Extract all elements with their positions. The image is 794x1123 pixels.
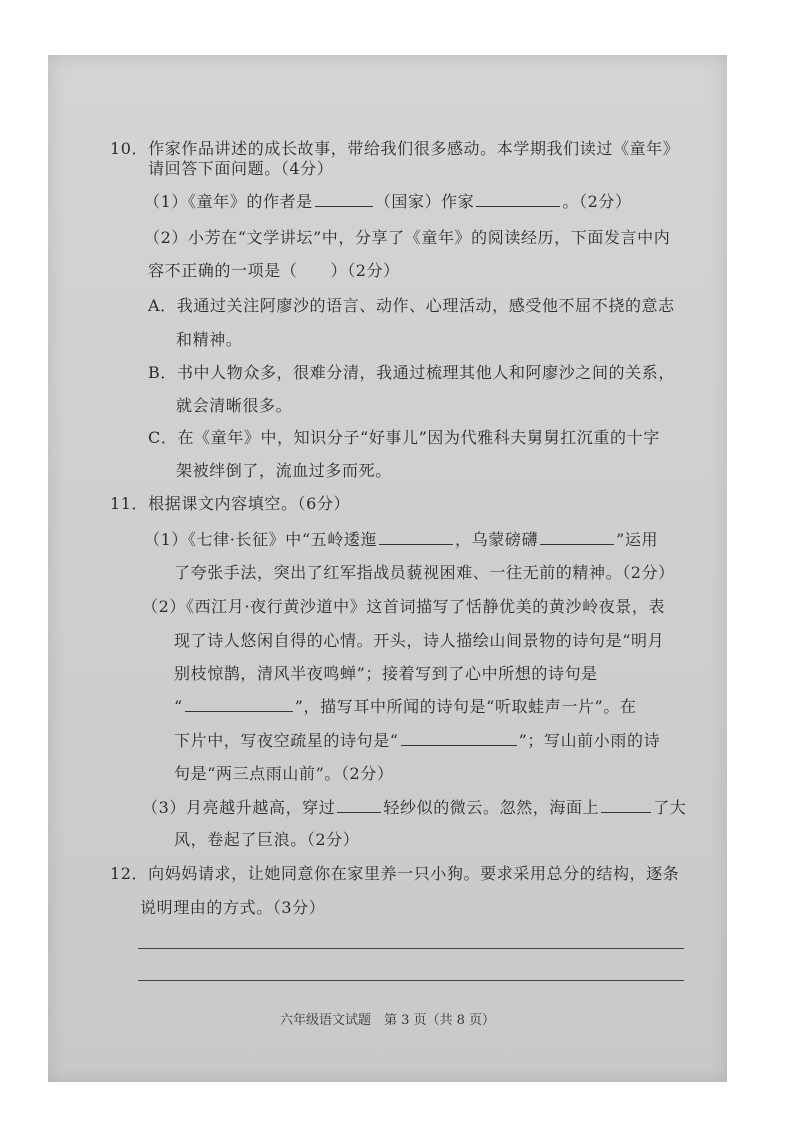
- q10-option-a-line1: A．我通过关注阿廖沙的语言、动作、心理活动，感受他不屈不挠的意志: [148, 296, 675, 315]
- q11-blank-xijiangyue-1[interactable]: [185, 696, 293, 712]
- q10-option-a-line2: 和精神。: [176, 330, 243, 349]
- q10-part2-line2: 容不正确的一项是（ ）（2分）: [148, 261, 400, 280]
- q11-blank-xijiangyue-2[interactable]: [401, 730, 517, 746]
- q11-part1-line1: （1）《七律·长征》中“五岭逶迤 ，乌蒙磅礴 ”运用: [144, 530, 659, 549]
- q10-blank-author-name[interactable]: [476, 191, 560, 207]
- page-footer: 六年级语文试题 第 3 页（共 8 页）: [279, 1013, 496, 1028]
- q11-blank-moon-2[interactable]: [601, 797, 651, 813]
- q10-part2-line1: （2）小芳在“文学讲坛”中，分享了《童年》的阅读经历，下面发言中内: [144, 228, 671, 247]
- q11-stem: 11．根据课文内容填空。（6分）: [110, 494, 351, 513]
- q11-blank-changzheng-1[interactable]: [379, 529, 453, 545]
- q10-part1: （1）《童年》的作者是 （国家）作家 。（2分）: [144, 192, 632, 211]
- q11-blank-moon-1[interactable]: [337, 797, 381, 813]
- q10-option-b-line1: B．书中人物众多，很难分清，我通过梳理其他人和阿廖沙之间的关系，: [148, 363, 675, 382]
- q11-part2-line1: （2）《西江月·夜行黄沙道中》这首词描写了恬静优美的黄沙岭夜景，表: [142, 597, 666, 616]
- q11-part2-line5: 下片中，写夜空疏星的诗句是“ ”；写山前小雨的诗: [174, 731, 661, 750]
- q12-answer-line-2[interactable]: [138, 980, 684, 981]
- q11-part3-line2: 风，卷起了巨浪。（2分）: [174, 830, 360, 849]
- q10-option-c-line2: 架被绊倒了，流血过多而死。: [176, 461, 392, 480]
- q12-answer-line-1[interactable]: [138, 948, 684, 949]
- q10-stem-line2: 请回答下面问题。（4分）: [148, 159, 334, 178]
- q12-stem: 12．向妈妈请求，让她同意你在家里养一只小狗。要求采用总分的结构，逐条: [110, 864, 680, 883]
- exam-page: [48, 55, 727, 1082]
- q11-part2-line2: 现了诗人悠闲自得的心情。开头，诗人描绘山间景物的诗句是“明月: [174, 631, 665, 650]
- q10-option-b-line2: 就会清晰很多。: [176, 396, 293, 415]
- q10-blank-author-country[interactable]: [315, 191, 373, 207]
- q11-part2-line4: “ ”，描写耳中所闻的诗句是“听取蛙声一片”。在: [174, 697, 637, 716]
- q11-part3-line1: （3）月亮越升越高，穿过 轻纱似的微云。忽然，海面上 了大: [142, 798, 687, 817]
- q10-option-c-line1: C．在《童年》中，知识分子“好事儿”因为代雅科夫舅舅扛沉重的十字: [148, 428, 660, 447]
- q11-part1-line2: 了夸张手法，突出了红军指战员藐视困难、一往无前的精神。（2分）: [174, 563, 675, 582]
- q10-stem: 10．作家作品讲述的成长故事，带给我们很多感动。本学期我们读过《童年》: [110, 139, 680, 158]
- q12-stem-line2: 说明理由的方式。（3分）: [140, 898, 326, 917]
- q11-part2-line6: 句是“两三点雨山前”。（2分）: [174, 764, 394, 783]
- q11-blank-changzheng-2[interactable]: [540, 529, 614, 545]
- q11-part2-line3: 别枝惊鹊，清风半夜鸣蝉”；接着写到了心中所想的诗句是: [174, 664, 598, 683]
